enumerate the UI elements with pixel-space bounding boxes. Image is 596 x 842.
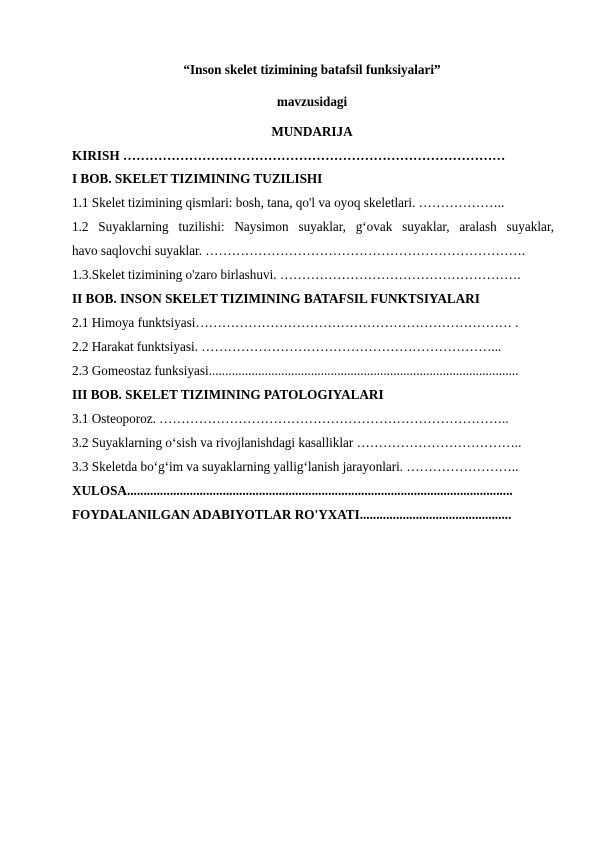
toc-entry-1-3: 1.3.Skelet tizimining o'zaro birlashuvi. ………………………………………………. <box>72 267 521 282</box>
document-subtitle: mavzusidagi <box>276 94 348 109</box>
toc-chapter-2: II BOB. INSON SKELET TIZIMINING BATAFSIL FUNKTSIYALARI <box>72 291 480 306</box>
toc-entry-1-2: 1.2 Suyaklarning tuzilishi: Naysimon suyaklar, g‘ovak suyaklar, aralash suyaklar, <box>72 219 554 234</box>
toc-chapter-1: I BOB. SKELET TIZIMINING TUZILISHI <box>72 171 323 186</box>
toc-entry-2-1: 2.1 Himoya funktsiyasi……………………………………………………………… . <box>72 315 519 330</box>
toc-entry-3-3: 3.3 Skeletda bo‘g‘im va suyaklarning yallig‘lanish jarayonlari. …………………….. <box>72 459 519 474</box>
toc-entry-3-2: 3.2 Suyaklarning o‘sish va rivojlanishdagi kasalliklar ……………………………….. <box>72 435 522 450</box>
toc-entry-1-1: 1.1 Skelet tizimining qismlari: bosh, tana, qo'l va oyoq skeletlari. ……………….. <box>72 195 505 210</box>
toc-entry-3-1: 3.1 Osteoporoz. …………………………………………………………………….. <box>72 411 509 426</box>
toc-chapter-3: III BOB. SKELET TIZIMINING PATOLOGIYALARI <box>72 387 384 402</box>
toc-entry-1-2-cont: havo saqlovchi suyaklar. ………………………………………………………………. <box>72 243 526 258</box>
toc-entry-2-3: 2.3 Gomeostaz funksiyasi.............................................................................................. <box>72 363 519 378</box>
toc-entry-2-2: 2.2 Harakat funktsiyasi. …………………………………………………………... <box>72 339 502 354</box>
toc-entry-references: FOYDALANILGAN ADABIYOTLAR RO'YXATI.............................................. <box>72 507 512 522</box>
document-title: “Inson skelet tizimining batafsil funksiyalari” <box>183 62 441 77</box>
toc-heading: MUNDARIJA <box>271 124 353 139</box>
toc-entry-kirish: KIRISH …………………………………………………………………………… <box>72 148 506 163</box>
toc-entry-xulosa: XULOSA..................................................................................................................... <box>72 483 513 498</box>
